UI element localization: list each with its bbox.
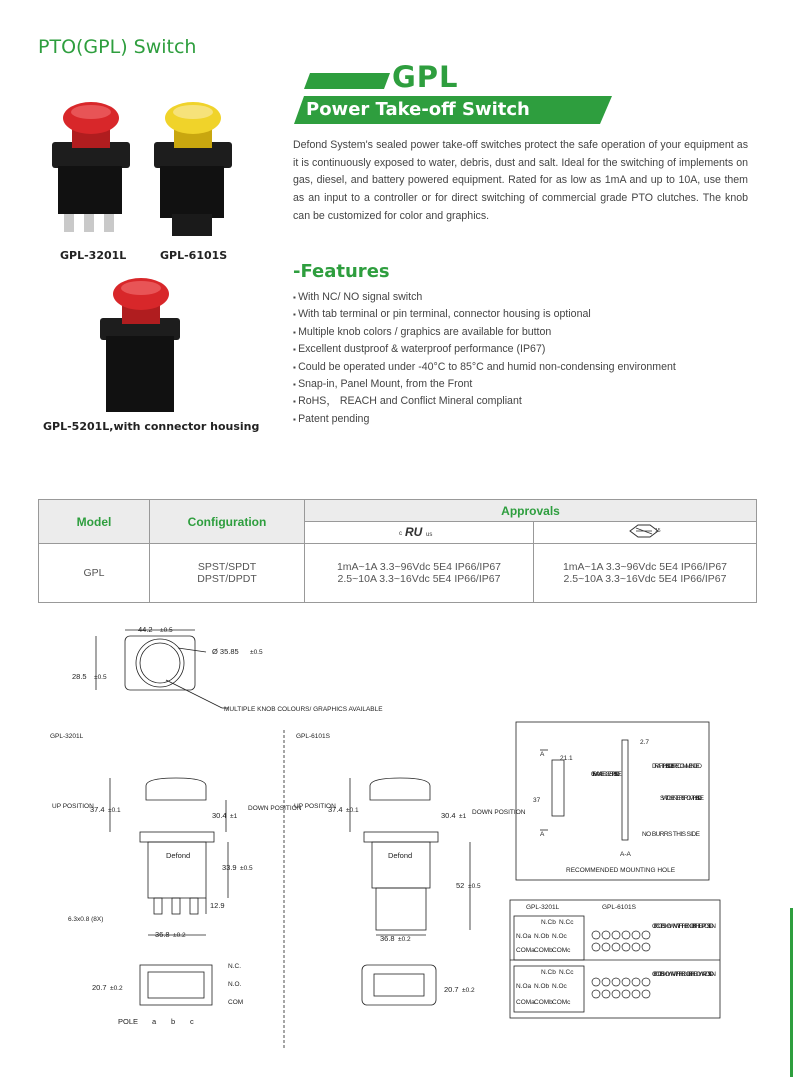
svg-text:±0.2: ±0.2 [398, 936, 411, 943]
svg-text:NO BURRS THIS SIDE: NO BURRS THIS SIDE [642, 831, 700, 838]
features-list [293, 289, 676, 428]
svg-text:Defond: Defond [388, 851, 413, 860]
svg-text:20.7: 20.7 [92, 983, 107, 992]
svg-text:c: c [399, 531, 402, 537]
caption-gpl-5201l: GPL-5201L,with connector housing [43, 420, 260, 433]
svg-text:DOWN POSITION: DOWN POSITION [472, 809, 526, 816]
cell-enec-rating [534, 544, 757, 603]
svg-text:±0.1: ±0.1 [108, 807, 121, 814]
product-image-gpl-6101s [146, 96, 246, 246]
svg-text:GPL-6101S: GPL-6101S [296, 733, 330, 740]
enec-certification-icon [628, 524, 662, 538]
col-header-model: Model [39, 500, 150, 544]
svg-text:±0.2: ±0.2 [110, 985, 123, 992]
svg-text:30.4: 30.4 [212, 811, 227, 820]
svg-text:.05 R. MAX ALL EDGES THIS SIDE: .05 R. MAX ALL EDGES THIS SIDE [591, 771, 622, 778]
svg-text:44.2: 44.2 [138, 625, 153, 634]
svg-text:GPL-6101S: GPL-6101S [602, 904, 636, 911]
svg-text:UP POSITION: UP POSITION [52, 803, 94, 810]
svg-text:N.Ob: N.Ob [534, 983, 550, 990]
svg-text:RECOMMENDED MOUNTING HOLE: RECOMMENDED MOUNTING HOLE [566, 867, 676, 874]
svg-text:SWITCH ENTERS FROM THIS SIDE: SWITCH ENTERS FROM THIS SIDE [660, 795, 704, 802]
svg-text:A-A: A-A [620, 851, 631, 858]
svg-text:a: a [152, 1017, 157, 1026]
svg-text:COMb: COMb [534, 947, 553, 954]
spec-table [38, 499, 757, 603]
svg-text:±1: ±1 [459, 813, 467, 820]
svg-text:±0.5: ±0.5 [468, 883, 481, 890]
svg-text:±0.2: ±0.2 [462, 987, 475, 994]
rating-line: 1mA~1A 3.3~96Vdc 5E4 IP66/IP67 [336, 561, 502, 573]
svg-text:UP POSITION: UP POSITION [294, 803, 336, 810]
ul-certification-icon [399, 524, 439, 538]
caption-gpl-6101s: GPL-6101S [160, 249, 228, 262]
svg-text:36.8: 36.8 [155, 930, 170, 939]
svg-text:28.5: 28.5 [72, 672, 87, 681]
col-header-configuration: Configuration [150, 500, 305, 544]
svg-text:N.Ob: N.Ob [534, 933, 550, 940]
category-title: PTO(GPL) Switch [38, 36, 197, 58]
svg-text:CIRCUITS SHOWN WITH THE KNOB I: CIRCUITS SHOWN WITH THE KNOB IN THE UP POSITION [652, 923, 717, 930]
svg-text:N.Oc: N.Oc [552, 983, 567, 990]
cell-ul-rating [305, 544, 534, 603]
svg-text:21.1: 21.1 [560, 755, 573, 762]
svg-text:RU: RU [405, 525, 423, 538]
feature-item: ▪ Could be operated under -40°C to 85°C and humid non-condensing environment [293, 359, 676, 376]
series-name: GPL [392, 60, 459, 94]
svg-text:2.7: 2.7 [640, 739, 650, 746]
svg-text:GPL-3201L: GPL-3201L [526, 904, 560, 911]
product-image-gpl-5201l [96, 274, 186, 422]
feature-item: ▪ With tab terminal or pin terminal, connector housing is optional [293, 306, 676, 323]
svg-text:COMa: COMa [516, 999, 535, 1006]
technical-drawings [0, 610, 793, 1077]
svg-text:MULTIPLE KNOB COLOURS/ GRAPHIC: MULTIPLE KNOB COLOURS/ GRAPHICS AVAILABLE [224, 706, 383, 713]
svg-text:N.Oa: N.Oa [516, 933, 532, 940]
svg-text:us: us [426, 532, 433, 538]
cell-configuration [150, 544, 305, 603]
svg-text:37: 37 [533, 797, 541, 804]
svg-text:COMc: COMc [552, 947, 571, 954]
rating-line: 2.5~10A 3.3~16Vdc 5E4 IP66/IP67 [337, 573, 501, 585]
cell-model: GPL [39, 544, 150, 603]
svg-text:±0.1: ±0.1 [346, 807, 359, 814]
config-line: DPST/DPDT [197, 573, 257, 585]
feature-item: ▪ RoHS， REACH and Conflict Mineral compliant [293, 393, 676, 410]
features-title: -Features [293, 261, 390, 282]
rating-line: 2.5~10A 3.3~16Vdc 5E4 IP66/IP67 [563, 573, 727, 585]
svg-text:±0.5: ±0.5 [94, 674, 107, 681]
svg-text:N.Cb: N.Cb [541, 969, 556, 976]
svg-text:b: b [171, 1017, 176, 1026]
svg-text:±0.2: ±0.2 [173, 932, 186, 939]
svg-text:±1: ±1 [230, 813, 238, 820]
col-header-approvals: Approvals [305, 500, 757, 522]
svg-text:±0.5: ±0.5 [250, 649, 263, 656]
svg-text:DOWN POSITION: DOWN POSITION [248, 805, 302, 812]
svg-text:COMb: COMb [534, 999, 553, 1006]
svg-text:6.3x0.8 (8X): 6.3x0.8 (8X) [68, 916, 104, 923]
svg-text:Ø 35.85: Ø 35.85 [212, 647, 239, 656]
svg-text:N.C.: N.C. [228, 963, 241, 970]
svg-text:COMc: COMc [552, 999, 571, 1006]
svg-text:37.4: 37.4 [90, 805, 105, 814]
svg-text:A: A [540, 751, 545, 758]
svg-text:N.Oc: N.Oc [552, 933, 567, 940]
svg-text:±0.5: ±0.5 [160, 627, 173, 634]
svg-text:c: c [190, 1017, 194, 1026]
feature-item: ▪ With NC/ NO signal switch [293, 289, 676, 306]
svg-text:30.4: 30.4 [441, 811, 456, 820]
feature-item: ▪ Patent pending [293, 411, 676, 428]
svg-text:33.9: 33.9 [222, 863, 237, 872]
svg-text:36.8: 36.8 [380, 934, 395, 943]
svg-text:POLE: POLE [118, 1017, 139, 1026]
svg-text:DRAFT THIS SIDE IS RECOMMENDED: DRAFT THIS SIDE IS RECOMMENDED [652, 763, 702, 770]
top-view-body [125, 636, 195, 690]
svg-text:A: A [540, 831, 545, 838]
svg-text:Defond: Defond [166, 851, 191, 860]
feature-item: ▪ Snap-in, Panel Mount, from the Front [293, 376, 676, 393]
description-paragraph: Defond System's sealed power take-off switches protect the safe operation of your equipment as it is continuously exposed to water, debris, dust and salt. Ideal for the switching of implements on gas, diesel, and battery powered equipment. Rated for as low as 1mA and up to 10A, use them as an input to a controller or for direct switching of commercial grade PTO clutches. The knob can be customized for color and graphics. [293, 139, 748, 222]
svg-text:COM: COM [228, 999, 244, 1006]
svg-text:N.O.: N.O. [228, 981, 242, 988]
enec-mark-cell [534, 522, 757, 544]
svg-text:52: 52 [456, 881, 465, 890]
ul-mark-cell [305, 522, 534, 544]
svg-text:GPL-3201L: GPL-3201L [50, 733, 84, 740]
svg-text:±0.5: ±0.5 [240, 865, 253, 872]
svg-text:N.Cb: N.Cb [541, 919, 556, 926]
caption-gpl-3201l: GPL-3201L [60, 249, 127, 262]
svg-text:N.Oa: N.Oa [516, 983, 532, 990]
feature-item: ▪ Excellent dustproof & waterproof performance (IP67) [293, 341, 676, 358]
svg-text:12.9: 12.9 [210, 901, 225, 910]
config-line: SPST/SPDT [197, 561, 257, 573]
rating-line: 1mA~1A 3.3~96Vdc 5E4 IP66/IP67 [562, 561, 728, 573]
svg-text:15: 15 [655, 528, 661, 534]
product-image-gpl-3201l [42, 96, 152, 246]
svg-text:COMa: COMa [516, 947, 535, 954]
svg-text:N.Cc: N.Cc [559, 969, 574, 976]
feature-item: ▪ Multiple knob colors / graphics are available for button [293, 324, 676, 341]
svg-text:N.Cc: N.Cc [559, 919, 574, 926]
svg-text:CIRCUITS SHOWN WITH THE KNOB I: CIRCUITS SHOWN WITH THE KNOB IN THE DOWN POSITION [652, 971, 716, 978]
svg-text:37.4: 37.4 [328, 805, 343, 814]
svg-text:20.7: 20.7 [444, 985, 459, 994]
series-subtitle: Power Take-off Switch [306, 99, 530, 120]
